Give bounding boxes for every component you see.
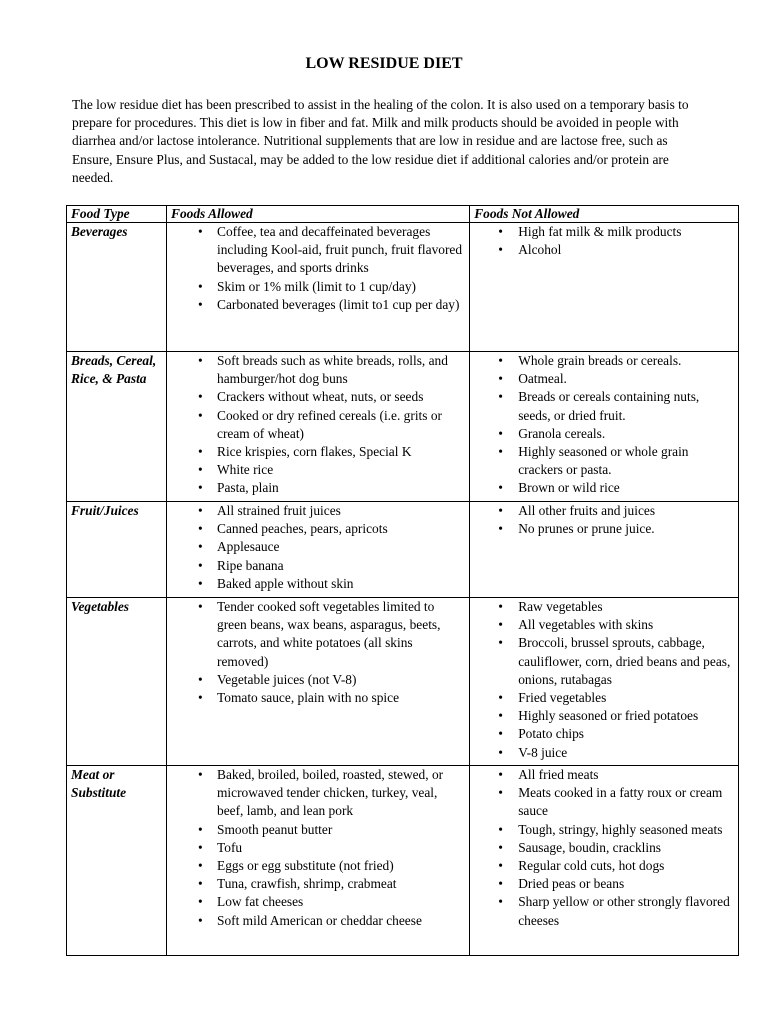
list-item: • Broccoli, brussel sprouts, cabbage, cauliflower, corn, dried beans and peas, onions, rutabagas: [474, 634, 734, 689]
foods-allowed-cell: [167, 598, 470, 766]
intro-text: The low residue diet has been prescribed to assist in the healing of the colon. It is also used on a temporary basis to prepare for procedures. This diet is low in fiber and fat. Milk and milk products should be avoided in people with diarrhea and/or lactose intolerance. Nutritional supplements that are low in residue and are lactose free, such as Ensure, Ensure Plus, and Sustacal, may be added to the low residue diet if additional calories and/or protein are needed.: [72, 97, 689, 185]
diet-table: [66, 205, 739, 956]
list-item: • Cooked or dry refined cereals (i.e. grits or cream of wheat): [171, 407, 465, 443]
foods-allowed-cell: [167, 766, 470, 956]
list-item: • Oatmeal.: [474, 370, 734, 388]
foods-allowed-cell: [167, 502, 470, 598]
foods-not-allowed-cell: [470, 352, 739, 502]
list-item: • Coffee, tea and decaffeinated beverages including Kool-aid, fruit punch, fruit flavored beverages, and sports drinks: [171, 223, 465, 278]
list-item: • Applesauce: [171, 538, 465, 556]
list-item: • Dried peas or beans: [474, 875, 734, 893]
foods-not-allowed-cell: [470, 766, 739, 956]
header-foods-not-allowed: Foods Not Allowed: [470, 206, 739, 223]
list-item: • Fried vegetables: [474, 689, 734, 707]
list-item: • Tuna, crawfish, shrimp, crabmeat: [171, 875, 465, 893]
list-item: • Eggs or egg substitute (not fried): [171, 857, 465, 875]
list-item: • V-8 juice: [474, 744, 734, 762]
header-foods-allowed: Foods Allowed: [167, 206, 470, 223]
table-row: [67, 502, 739, 598]
not-allowed-list: [474, 223, 734, 259]
list-item: • High fat milk & milk products: [474, 223, 734, 241]
table-row: [67, 766, 739, 956]
list-item: • All fried meats: [474, 766, 734, 784]
list-item: • Soft breads such as white breads, rolls, and hamburger/hot dog buns: [171, 352, 465, 388]
table-row: [67, 352, 739, 502]
list-item: • Rice krispies, corn flakes, Special K: [171, 443, 465, 461]
list-item: • Raw vegetables: [474, 598, 734, 616]
list-item: • Potato chips: [474, 725, 734, 743]
food-type-cell: Meat or Substitute: [67, 766, 167, 956]
food-type-cell: Fruit/Juices: [67, 502, 167, 598]
list-item: • All vegetables with skins: [474, 616, 734, 634]
table-row: [67, 223, 739, 352]
table-row: [67, 598, 739, 766]
allowed-list: [171, 352, 465, 498]
list-item: • Vegetable juices (not V-8): [171, 671, 465, 689]
list-item: • Breads or cereals containing nuts, seeds, or dried fruit.: [474, 388, 734, 424]
list-item: • Regular cold cuts, hot dogs: [474, 857, 734, 875]
list-item: • Highly seasoned or fried potatoes: [474, 707, 734, 725]
list-item: • Carbonated beverages (limit to1 cup per day): [171, 296, 465, 314]
not-allowed-list: [474, 502, 734, 538]
food-type-cell: Beverages: [67, 223, 167, 352]
list-item: • Soft mild American or cheddar cheese: [171, 912, 465, 930]
list-item: • Tofu: [171, 839, 465, 857]
foods-not-allowed-cell: [470, 598, 739, 766]
list-item: • Highly seasoned or whole grain crackers or pasta.: [474, 443, 734, 479]
not-allowed-list: [474, 598, 734, 762]
list-item: • Whole grain breads or cereals.: [474, 352, 734, 370]
foods-not-allowed-cell: [470, 502, 739, 598]
intro-paragraph: [72, 96, 702, 187]
list-item: • Crackers without wheat, nuts, or seeds: [171, 388, 465, 406]
list-item: • Pasta, plain: [171, 479, 465, 497]
list-item: • Tomato sauce, plain with no spice: [171, 689, 465, 707]
list-item: • Alcohol: [474, 241, 734, 259]
list-item: • Meats cooked in a fatty roux or cream sauce: [474, 784, 734, 820]
list-item: • Low fat cheeses: [171, 893, 465, 911]
foods-allowed-cell: [167, 223, 470, 352]
list-item: • Smooth peanut butter: [171, 821, 465, 839]
list-item: • All other fruits and juices: [474, 502, 734, 520]
allowed-list: [171, 502, 465, 593]
list-item: • Ripe banana: [171, 557, 465, 575]
list-item: • Tender cooked soft vegetables limited to green beans, wax beans, asparagus, beets, carrots, and white potatoes (all skins removed): [171, 598, 465, 671]
page-title: LOW RESIDUE DIET: [305, 55, 463, 72]
table-body: [67, 223, 739, 956]
table-header-row: [67, 206, 739, 223]
header-food-type: Food Type: [67, 206, 167, 223]
list-item: • Sharp yellow or other strongly flavored cheeses: [474, 893, 734, 929]
list-item: • All strained fruit juices: [171, 502, 465, 520]
allowed-list: [171, 598, 465, 707]
allowed-list: [171, 766, 465, 930]
food-type-cell: Breads, Cereal, Rice, & Pasta: [67, 352, 167, 502]
list-item: • Sausage, boudin, cracklins: [474, 839, 734, 857]
list-item: • Brown or wild rice: [474, 479, 734, 497]
allowed-list: [171, 223, 465, 314]
list-item: • Tough, stringy, highly seasoned meats: [474, 821, 734, 839]
list-item: • White rice: [171, 461, 465, 479]
food-type-cell: Vegetables: [67, 598, 167, 766]
list-item: • Baked, broiled, boiled, roasted, stewed, or microwaved tender chicken, turkey, veal, beef, lamb, and lean pork: [171, 766, 465, 821]
foods-allowed-cell: [167, 352, 470, 502]
list-item: • Granola cereals.: [474, 425, 734, 443]
list-item: • Canned peaches, pears, apricots: [171, 520, 465, 538]
not-allowed-list: [474, 352, 734, 498]
list-item: • Baked apple without skin: [171, 575, 465, 593]
foods-not-allowed-cell: [470, 223, 739, 352]
list-item: • Skim or 1% milk (limit to 1 cup/day): [171, 278, 465, 296]
not-allowed-list: [474, 766, 734, 930]
list-item: • No prunes or prune juice.: [474, 520, 734, 538]
